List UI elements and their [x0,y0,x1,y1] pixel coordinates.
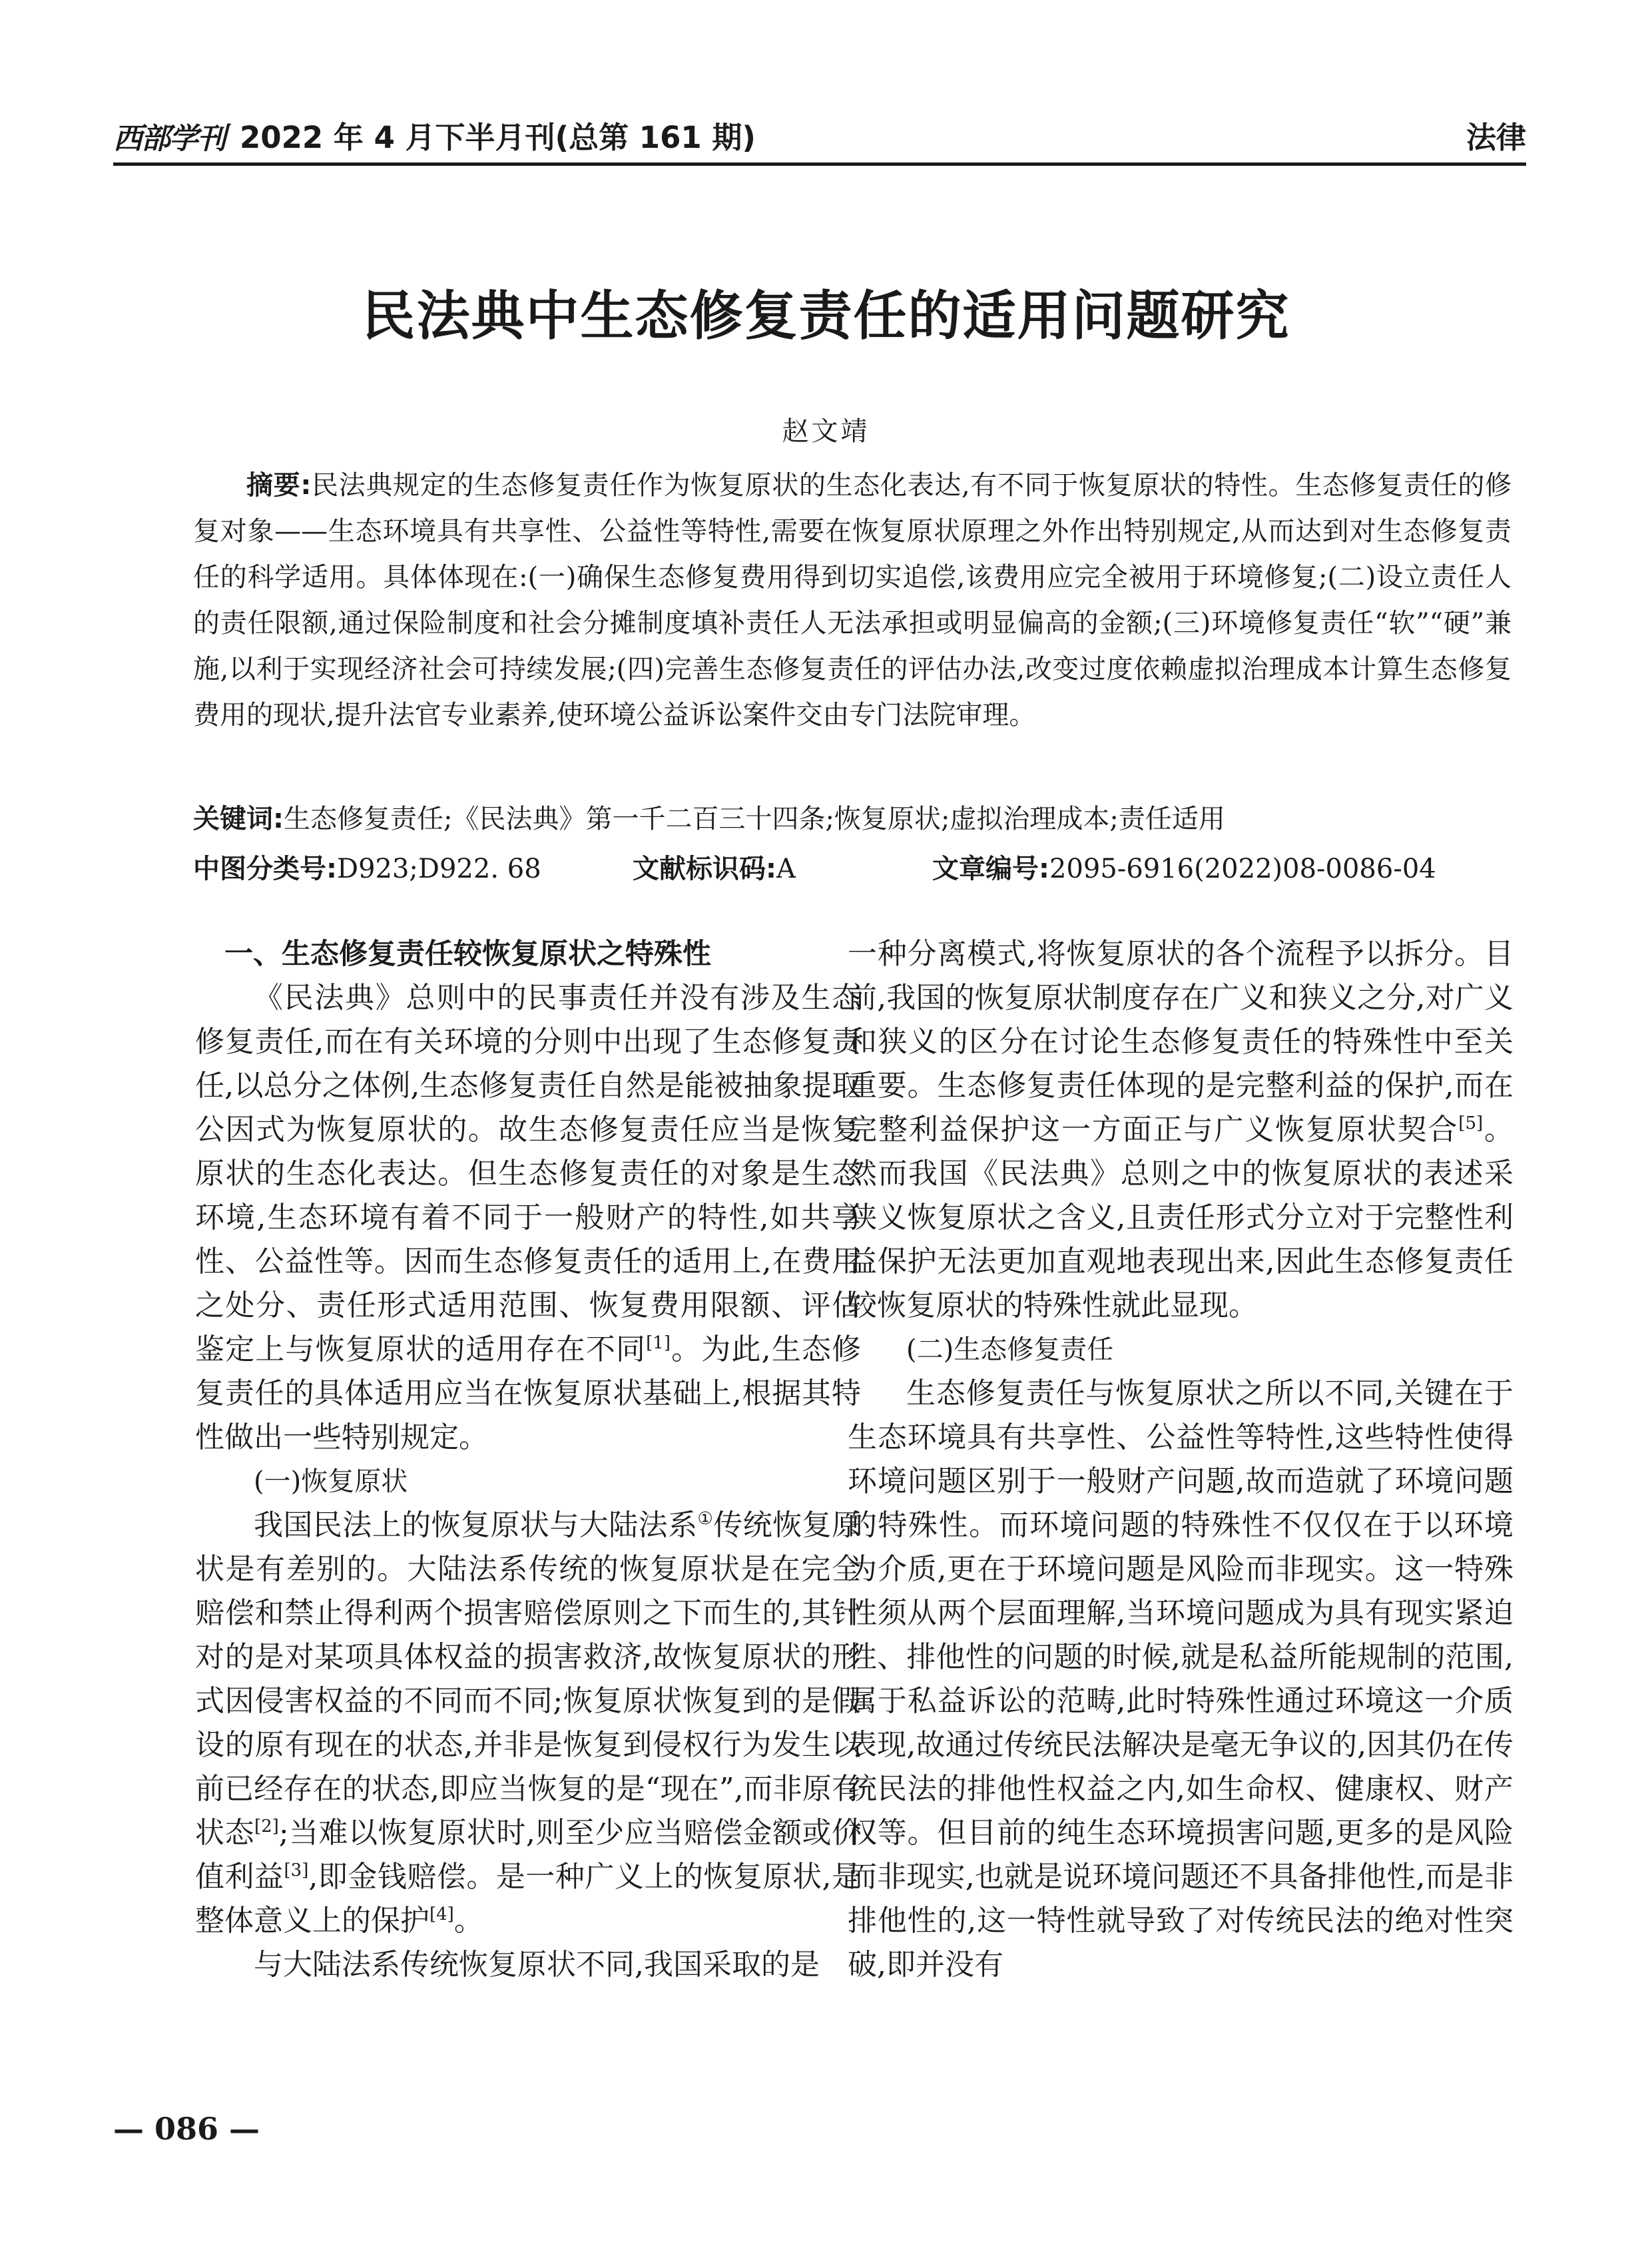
footnote-marker: ① [697,1509,714,1529]
body-paragraph: 与大陆法系传统恢复原状不同,我国采取的是 [254,1948,820,1982]
citation-ref: [3] [284,1860,309,1880]
paragraph-text: 传统恢复原状是有差别的。大陆法系传统的恢复原状是在完全赔偿和禁止得利两个损害赔偿原则之下而生的,其针对的是对某项具体权益的损害救济,故恢复原状的形式因侵害权益的不同而不同;恢复原状恢复到的是假设的原有现在的状态,并非是恢复到侵权行为发生以前已经存在的状态,即应当恢复的是“现在”,而非原有状态 [195,1508,862,1850]
abstract-text: 民法典规定的生态修复责任作为恢复原状的生态化表达,有不同于恢复原状的特性。生态修复责任的修复对象——生态环境具有共享性、公益性等特性,需要在恢复原状原理之外作出特别规定,从而达到对生态修复责任的科学适用。具体体现在:(一)确保生态修复费用得到切实追偿,该费用应完全被用于环境修复;(二)设立责任人的责任限额,通过保险制度和社会分摊制度填补责任人无法承担或明显偏高的金额;(三)环境修复责任“软”“硬”兼施,以利于实现经济社会可持续发展;(四)完善生态修复责任的评估办法,改变过度依赖虚拟治理成本计算生态修复费用的现状,提升法官专业素养,使环境公益诉讼案件交由专门法院审理。 [193,470,1512,730]
body-paragraph [195,976,861,1460]
doc-code [633,849,796,889]
clc-value: D923;D922. 68 [337,854,541,884]
body-paragraph [195,1504,861,1943]
citation-ref: [5] [1458,1113,1484,1133]
article-title: 民法典中生态修复责任的适用问题研究 [362,285,1290,347]
citation-ref: [2] [254,1817,279,1836]
paragraph-text: 。然而我国《民法典》总则之中的恢复原状的表述采狭义恢复原状之含义,且责任形式分立对于完整性利益保护无法更加直观地表现出来,因此生态修复责任较恢复原状的特殊性就此显现。 [848,1113,1514,1322]
subsection-heading: (二)生态修复责任 [906,1334,1114,1365]
article-number-label: 文章编号: [932,854,1049,884]
paragraph-text: ,即金钱赔偿。是一种广义上的恢复原状,是整体意义上的保护 [195,1860,861,1938]
citation-ref: [4] [429,1904,454,1924]
subsection-heading: (一)恢复原状 [254,1466,408,1497]
paragraph-text: 。 [453,1904,483,1938]
clc-number [193,849,541,889]
paragraph-text: 一种分离模式,将恢复原状的各个流程予以拆分。目前,我国的恢复原状制度存在广义和狭义之分,对广义和狭义的区分在讨论生态修复责任的特殊性中至关重要。生态修复责任体现的是完整利益的保护,而在完整利益保护这一方面正与广义恢复原状契合 [848,937,1514,1147]
page-number: — 086 — [113,2111,260,2147]
keywords-label: 关键词: [193,804,284,834]
paragraph-text: 我国民法上的恢复原状与大陆法系 [254,1508,698,1542]
paragraph-text: 。为此,生态修复责任的具体适用应当在恢复原状基础上,根据其特性做出一些特别规定。 [195,1332,861,1454]
running-header [113,112,1526,160]
clc-label: 中图分类号: [193,854,337,884]
header-rule [113,162,1526,166]
classification-line [193,849,1512,889]
article-number-value: 2095-6916(2022)08-0086-04 [1049,854,1436,884]
journal-issue: 2022 年 4 月下半月刊(总第 161 期) [240,120,756,155]
doc-code-label: 文献标识码: [633,854,776,884]
body-paragraph: 生态修复责任与恢复原状之所以不同,关键在于生态环境具有共享性、公益性等特性,这些特性使得环境问题区别于一般财产问题,故而造就了环境问题的特殊性。而环境问题的特殊性不仅仅在于以环境为介质,更在于环境问题是风险而非现实。这一特殊性须从两个层面理解,当环境问题成为具有现实紧迫性、排他性的问题的时候,就是私益所能规制的范围,属于私益诉讼的范畴,此时特殊性通过环境这一介质表现,故通过传统民法解决是毫无争议的,因其仍在传统民法的排他性权益之内,如生命权、健康权、财产权等。但目前的纯生态环境损害问题,更多的是风险而非现实,也就是说环境问题还不具备排他性,而是非排他性的,这一特性就导致了对传统民法的绝对性突破,即并没有 [848,1376,1514,1982]
abstract-label: 摘要: [246,470,312,501]
doc-code-value: A [776,854,796,884]
keywords-text: 生态修复责任;《民法典》第一千二百三十四条;恢复原状;虚拟治理成本;责任适用 [284,804,1225,834]
article-number [932,849,1436,889]
section-label: 法律 [1466,120,1526,155]
paragraph-text: 《民法典》总则中的民事责任并没有涉及生态修复责任,而在有关环境的分则中出现了生态修复责任,以总分之体例,生态修复责任自然是能被抽象提取公因式为恢复原状的。故生态修复责任应当是恢复原状的生态化表达。但生态修复责任的对象是生态环境,生态环境有着不同于一般财产的特性,如共享性、公益性等。因而生态修复责任的适用上,在费用之处分、责任形式适用范围、恢复费用限额、评估鉴定上与恢复原状的适用存在不同 [195,981,861,1366]
paragraph-text: ;当难以恢复原状时,则至少应当赔偿金额或价值利益 [195,1816,862,1894]
section-heading: 一、生态修复责任较恢复原状之特殊性 [224,938,711,971]
author-name: 赵文靖 [782,416,870,447]
citation-ref: [1] [646,1333,671,1353]
body-paragraph [848,932,1514,1328]
body-column-right [848,932,1514,1987]
keywords [193,799,1512,839]
journal-logo: 西部学刊 [113,122,225,156]
abstract [193,463,1512,738]
body-column-left [195,932,861,1987]
